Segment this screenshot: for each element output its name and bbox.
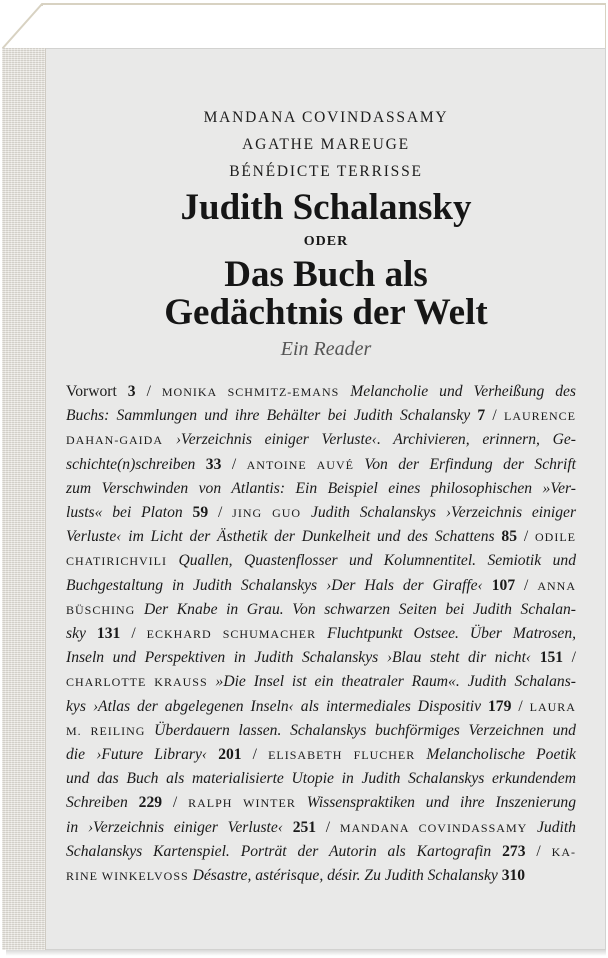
- toc-line: [66, 549, 576, 573]
- essay-title: kys ›Atlas der abgelegenen Inseln‹ als intermediales Dispositiv: [66, 697, 482, 715]
- page-number: 179: [487, 697, 512, 715]
- cover-shadow: [6, 950, 606, 956]
- separator: /: [536, 842, 541, 860]
- separator: /: [571, 649, 577, 667]
- toc-line: [66, 767, 576, 791]
- contributor-name: LAURENCE: [503, 409, 576, 424]
- toc-line: [66, 646, 576, 670]
- separator: /: [524, 576, 529, 594]
- linen-spine: [2, 48, 46, 950]
- author-name: MANDANA COVINDASSAMY: [203, 109, 449, 126]
- essay-title: und das Buch als materialisierte Utopie in Judith Schalanskys erkundendem: [66, 770, 576, 788]
- separator: /: [172, 794, 178, 812]
- essay-title: Inseln und Perspektiven in Judith Schalanskys ›Blau steht dir nicht‹: [66, 649, 532, 667]
- toc-line: [66, 404, 576, 428]
- essay-title: Der Knabe in Grau. Von schwarzen Seiten bei Judith Schalan-: [143, 600, 576, 618]
- essay-title: Schalanskys Kartenspiel. Porträt der Autorin als Kartografin: [66, 842, 492, 860]
- separator: /: [217, 504, 223, 522]
- toc-line: [66, 598, 576, 622]
- author-name: AGATHE MAREUGE: [242, 136, 410, 153]
- toc-line: [66, 670, 576, 694]
- essay-title: Fluchtpunkt Ostsee. Über Matrosen,: [327, 625, 577, 643]
- page-number: 251: [292, 818, 317, 836]
- contributor-name: ANTOINE AUVÉ: [246, 457, 354, 472]
- page-number: 310: [501, 867, 526, 885]
- essay-title: Wissenspraktiken und ihre Inszenierung: [306, 794, 576, 812]
- separator: /: [523, 528, 529, 546]
- separator: /: [325, 818, 331, 836]
- essay-title: die ›Future Library‹: [66, 746, 208, 764]
- essay-title: Judith Schalanskys ›Verzeichnis einiger: [310, 504, 577, 522]
- table-of-contents: [66, 380, 576, 888]
- separator: /: [131, 625, 136, 643]
- toc-line: [66, 453, 576, 477]
- page-number: 3: [127, 383, 136, 400]
- toc-line: [66, 380, 576, 404]
- contributor-name: ANNA: [537, 578, 576, 593]
- toc-line: [66, 477, 576, 501]
- essay-title: Judith: [536, 818, 576, 836]
- contributor-name: BÜSCHING: [66, 602, 136, 617]
- essay-title: »Die Insel ist ein theatraler Raum«. Judith Schalans-: [215, 673, 576, 691]
- toc-line: [66, 695, 576, 719]
- essay-title: zum Verschwinden von Atlantis: Ein Beispiel eines philosophischen »Ver-: [66, 479, 576, 497]
- toc-line: [66, 501, 576, 525]
- essay-title: Buchgestaltung in Judith Schalanskys ›Der Hals der Giraffe‹: [66, 576, 483, 594]
- separator: /: [252, 746, 257, 764]
- essay-title: Überdauern lassen. Schalanskys buchförmiges Verzeichnen und: [154, 721, 576, 739]
- toc-line: [66, 719, 576, 743]
- book-top-edge: [2, 2, 606, 50]
- contributor-name: LAURA: [529, 699, 576, 714]
- book-title-line-3: Gedächtnis der Welt: [164, 292, 488, 333]
- toc-line: [66, 791, 576, 815]
- page-number: 33: [205, 455, 222, 473]
- book-subtitle: Ein Reader: [280, 338, 372, 360]
- separator: /: [231, 455, 237, 473]
- separator: /: [146, 383, 151, 400]
- essay-title: in ›Verzeichnis einiger Verluste‹: [66, 818, 284, 836]
- contributor-name: MONIKA SCHMITZ-EMANS: [161, 385, 340, 399]
- separator: /: [492, 407, 497, 425]
- toc-line: [66, 428, 576, 452]
- author-list: [46, 104, 606, 185]
- contributor-name: CHARLOTTE KRAUSS: [66, 675, 208, 690]
- toc-line: [66, 574, 576, 598]
- contributor-name: ODILE: [535, 530, 577, 545]
- contributor-name: JING GUO: [232, 506, 302, 521]
- essay-title: Verluste‹ im Licht der Ästhetik der Dunkelheit und des Schattens: [66, 528, 495, 546]
- essay-title: sky: [66, 625, 86, 643]
- contributor-name: RALPH WINTER: [188, 796, 296, 811]
- essay-title: Quallen, Quastenflosser und Kolumnentitel. Semiotik und: [178, 552, 577, 570]
- separator: /: [518, 697, 523, 715]
- book-title-line-2: Das Buch als: [224, 254, 428, 295]
- page-number: 59: [192, 504, 209, 522]
- page-number: 229: [138, 794, 163, 812]
- book-title-line-1: Judith Schalansky: [180, 187, 472, 228]
- page-number: 273: [502, 842, 526, 860]
- page-number: 7: [477, 407, 486, 425]
- toc-line: [66, 864, 576, 888]
- contributor-name: ECKHARD SCHUMACHER: [146, 627, 317, 642]
- essay-title: Melancholische Poetik: [426, 746, 576, 764]
- toc-line: [66, 840, 576, 864]
- contributor-name: RINE WINKELVOSS: [66, 869, 189, 884]
- essay-title: Melancholie und Verheißung des: [350, 383, 576, 400]
- essay-title: Schreiben: [66, 794, 128, 812]
- essay-title: ›Verzeichnis einiger Verluste‹. Archivieren, erinnern, Ge-: [175, 431, 577, 449]
- essay-title: schichte(n)schreiben: [66, 455, 196, 473]
- page-number: 201: [218, 746, 242, 764]
- toc-line: [66, 816, 576, 840]
- contributor-name: CHATIRICHVILI: [66, 554, 167, 569]
- toc-line: [66, 525, 576, 549]
- essay-title: Von der Erfindung der Schrift: [364, 455, 576, 473]
- contributor-name: ELISABETH FLUCHER: [268, 748, 416, 763]
- title-connector: ODER: [303, 234, 349, 249]
- page-number: 131: [96, 625, 121, 643]
- author-name: BÉNÉDICTE TERRISSE: [229, 163, 423, 180]
- contributor-name: KA-: [551, 844, 576, 859]
- page-number: 85: [501, 528, 518, 546]
- toc-line: [66, 622, 576, 646]
- page-number: 151: [539, 649, 564, 667]
- contributor-name: M. REILING: [66, 723, 146, 738]
- essay-title: lusts« bei Platon: [66, 504, 183, 522]
- toc-text: Vorwort: [66, 383, 117, 400]
- toc-line: [66, 743, 576, 767]
- essay-title: Buchs: Sammlungen und ihre Behälter bei Judith Schalansky: [66, 407, 471, 425]
- contributor-name: MANDANA COVINDASSAMY: [339, 820, 528, 835]
- essay-title: Désastre, astérisque, désir. Zu Judith Schalansky: [192, 867, 498, 885]
- page-number: 107: [491, 576, 516, 594]
- contributor-name: DAHAN-GAIDA: [66, 433, 163, 448]
